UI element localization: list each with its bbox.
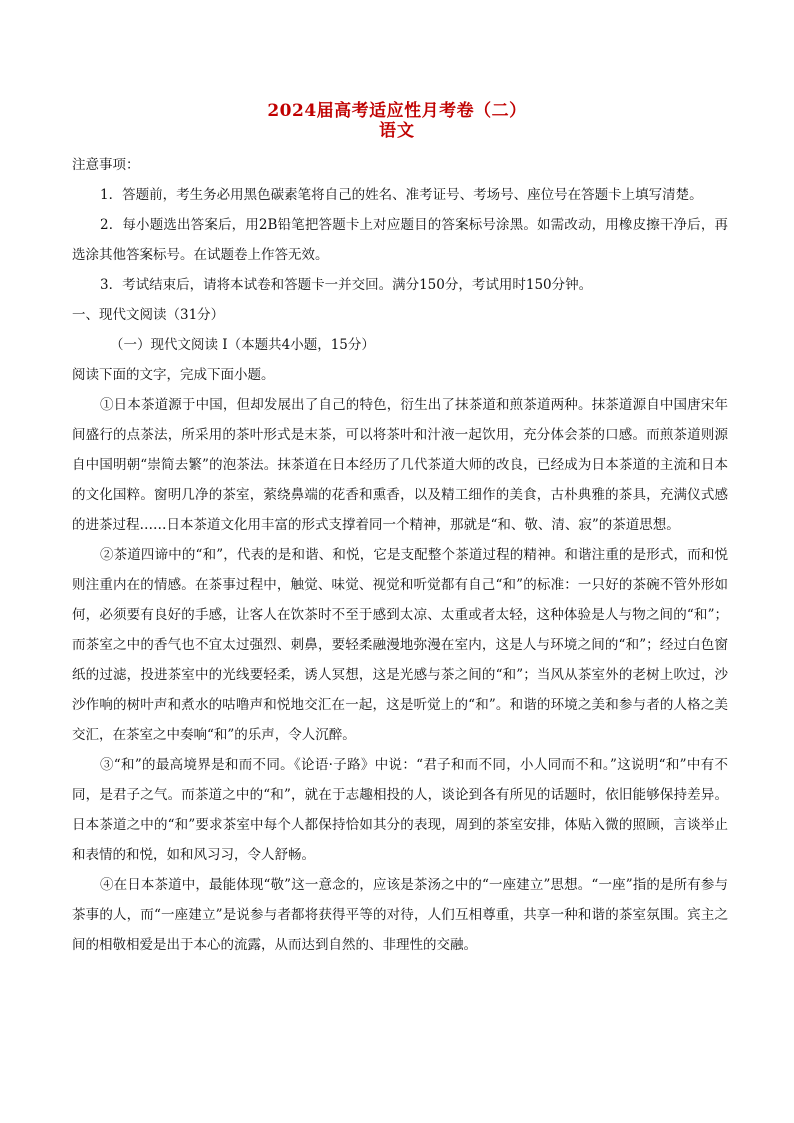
exam-title: 2024届高考适应性月考卷（二） — [267, 101, 527, 121]
section-heading: 一、现代文阅读（31分） — [72, 307, 225, 323]
reading-instruction: 阅读下面的文字，完成下面小题。 — [72, 367, 275, 383]
notice-item-3: 3．考试结束后，请将本试卷和答题卡一并交回。满分150分，考试用时150分钟。 — [100, 277, 593, 293]
passage-paragraph-2: ②茶道四谛中的“和”，代表的是和谐、和悦，它是支配整个茶道过程的精神。和谐注重的是形式，而和悦则注重内在的情感。在茶事过程中，触觉、味觉、视觉和听觉都有自己“和”的标准：一只好的茶碗不管外形如何，必须要有良好的手感，让客人在饮茶时不至于感到太凉、太重或者太轻，这种体验是人与物之间的“和”；而茶室之中的香气也不宜太过强烈、刺鼻，要轻柔融漫地弥漫在室内，这是人与环境之间的“和”；经过白色窗纸的过滤，投进茶室中的光线要轻柔，诱人冥想，这是光感与茶之间的“和”；当风从茶室外的老树上吹过，沙沙作响的树叶声和煮水的咕噜声和悦地交汇在一起，这是听觉上的“和”。和谐的环境之美和参与者的人格之美交汇，在茶室之中奏响“和”的乐声，令人沉醉。 — [72, 547, 728, 743]
subject-title: 语文 — [379, 121, 415, 141]
passage-paragraph-3: ③“和”的最高境界是和而不同。《论语·子路》中说：“君子和而不同，小人同而不和。”这说明“和”中有不同，是君子之气。而茶道之中的“和”，就在于志趣相投的人，谈论到各有所见的话题时，依旧能够保持差异。日本茶道之中的“和”要求茶室中每个人都保持恰如其分的表现，周到的茶室安排，体贴入微的照顾，言谈举止和表情的和悦，如和风习习，令人舒畅。 — [72, 757, 728, 863]
passage-paragraph-1: ①日本茶道源于中国，但却发展出了自己的特色，衍生出了抹茶道和煎茶道两种。抹茶道源自中国唐宋年间盛行的点茶法，所采用的茶叶形式是末茶，可以将茶叶和汁液一起饮用，充分体会茶的口感。而煎茶道则源自中国明朝“崇简去繁”的泡茶法。抹茶道在日本经历了几代茶道大师的改良，已经成为日本茶道的主流和日本的文化国粹。窗明几净的茶室，萦绕鼻端的花香和熏香，以及精工细作的美食，古朴典雅的茶具，充满仪式感的进茶过程……日本茶道文化用丰富的形式支撑着同一个精神，那就是“和、敬、清、寂”的茶道思想。 — [72, 397, 728, 533]
exam-body — [72, 150, 728, 960]
notice-heading: 注意事项： — [72, 157, 140, 173]
notice-item-2: 2．每小题选出答案后，用2B铅笔把答题卡上对应题目的答案标号涂黑。如需改动，用橡皮擦干净后，再选涂其他答案标号。在试题卷上作答无效。 — [72, 217, 728, 263]
passage-paragraph-4: ④在日本茶道中，最能体现“敬”这一意念的，应该是茶汤之中的“一座建立”思想。“一座”指的是所有参与茶事的人，而“一座建立”是说参与者都将获得平等的对待，人们互相尊重，共享一种和谐的茶室氛围。宾主之间的相敬相爱是出于本心的流露，从而达到自然的、非理性的交融。 — [72, 877, 728, 953]
subsection-heading: （一）现代文阅读 I（本题共4小题，15分） — [110, 337, 375, 353]
notice-item-1: 1．答题前，考生务必用黑色碳素笔将自己的姓名、准考证号、考场号、座位号在答题卡上填写清楚。 — [100, 187, 703, 203]
